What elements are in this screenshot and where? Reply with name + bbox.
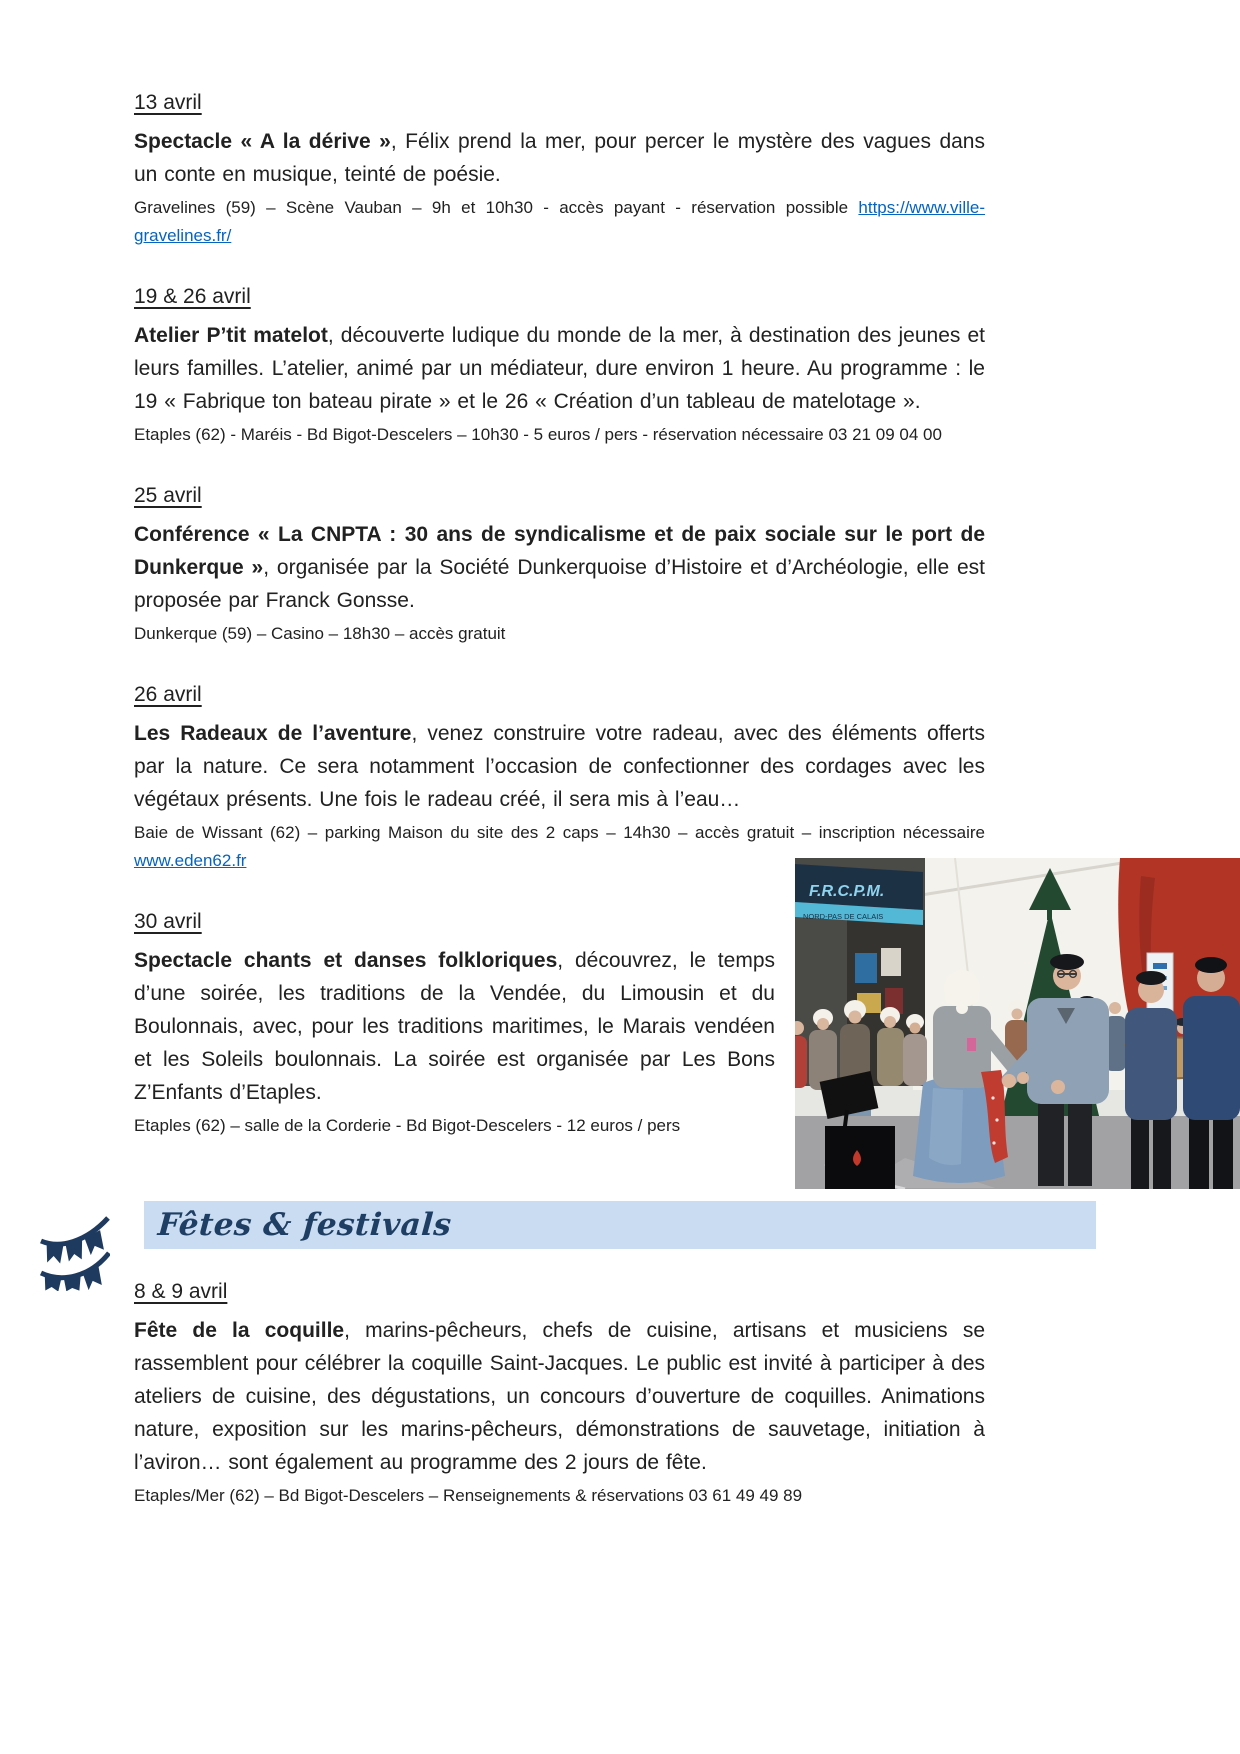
event-description bbox=[134, 1314, 985, 1479]
section-banner-row bbox=[144, 1189, 1096, 1249]
event-details: Etaples/Mer (62) – Bd Bigot-Descelers – Renseignements & réservations 03 61 49 49 89 bbox=[134, 1486, 803, 1505]
event-description bbox=[134, 518, 985, 617]
event-title: Spectacle chants et danses folkloriques bbox=[134, 949, 558, 972]
event-details-text: Baie de Wissant (62) – parking Maison du site des 2 caps – 14h30 – accès gratuit – inscription nécessaire bbox=[134, 823, 985, 842]
event-details-text: Gravelines (59) – Scène Vauban – 9h et 10h30 - accès payant - réservation possible bbox=[134, 198, 859, 217]
event-section-26-avril bbox=[134, 682, 985, 875]
event-photo bbox=[795, 858, 1240, 1189]
event-section-25-avril bbox=[134, 483, 985, 648]
section-banner bbox=[144, 1201, 1096, 1249]
event-description bbox=[134, 717, 985, 816]
event-details: Etaples (62) - Maréis - Bd Bigot-Descelers – 10h30 - 5 euros / pers - réservation nécessaire 03 21 09 04 00 bbox=[134, 425, 942, 444]
event-title: Atelier P’tit matelot bbox=[134, 324, 328, 347]
event-section-13-avril bbox=[134, 90, 985, 250]
folk-dance-photo-illustration bbox=[795, 858, 1240, 1189]
event-text: , organisée par la Société Dunkerquoise d’Histoire et d’Archéologie, elle est proposée par Franck Gonsse. bbox=[134, 556, 986, 612]
event-text: , marins-pêcheurs, chefs de cuisine, artisans et musiciens se rassemblent pour célébrer la coquille Saint-Jacques. Le public est invité à participer à des ateliers de cuisine, des dégustations, un concours d’ouverture de coquilles. Animations nature, exposition sur les marins-pêcheurs, démonstrations de sauvetage, initiation à l’aviron… sont également au programme des 2 jours de fête. bbox=[134, 1319, 985, 1474]
event-date: 25 avril bbox=[134, 484, 202, 507]
event-text: , venez construire votre radeau, avec des éléments offerts par la nature. Ce sera notamment l’occasion de confectionner des cordages avec les végétaux présents. Une fois le radeau créé, il sera mis à l’eau… bbox=[134, 722, 985, 811]
event-details: Etaples (62) – salle de la Corderie - Bd Bigot-Descelers - 12 euros / pers bbox=[134, 1116, 681, 1135]
event-details bbox=[134, 194, 985, 250]
event-section-8-9-avril bbox=[134, 1279, 985, 1510]
event-description bbox=[134, 319, 985, 418]
event-date: 30 avril bbox=[134, 910, 202, 933]
event-text: , Félix prend la mer, pour percer le mystère des vagues dans un conte en musique, teinté de poésie. bbox=[134, 130, 985, 186]
event-date: 19 & 26 avril bbox=[134, 285, 251, 308]
event-title: Fête de la coquille bbox=[134, 1319, 345, 1342]
event-text: , découvrez, le temps d’une soirée, les traditions de la Vendée, du Limousin et du Boulonnais, avec, pour les traditions maritimes, le Marais vendéen et les Soleils boulonnais. La soirée est organisée par Les Bons Z’Enfants d’Etaples. bbox=[134, 949, 775, 1104]
bunting-icon bbox=[40, 1211, 110, 1291]
event-date: 26 avril bbox=[134, 683, 202, 706]
event-details: Dunkerque (59) – Casino – 18h30 – accès gratuit bbox=[134, 624, 506, 643]
event-link[interactable]: https://www.ville-gravelines.fr/ bbox=[134, 198, 985, 245]
event-description bbox=[134, 125, 985, 191]
event-section-19-26-avril bbox=[134, 284, 985, 449]
event-title: Les Radeaux de l’aventure bbox=[134, 722, 412, 745]
event-date: 8 & 9 avril bbox=[134, 1280, 228, 1303]
event-date: 13 avril bbox=[134, 91, 202, 114]
event-text: , découverte ludique du monde de la mer, à destination des jeunes et leurs familles. L’atelier, animé par un médiateur, dure environ 1 heure. Au programme : le 19 « Fabrique ton bateau pirate » et le 26 « Création d’un tableau de matelotage ». bbox=[134, 324, 985, 413]
event-title: Conférence « La CNPTA : 30 ans de syndicalisme et de paix sociale sur le port de Dunkerque » bbox=[134, 523, 985, 579]
photo-sign-region: NORD-PAS DE CALAIS bbox=[803, 912, 884, 921]
event-title: Spectacle « A la dérive » bbox=[134, 130, 391, 153]
section-banner-title: Fêtes & festivals bbox=[156, 1207, 453, 1243]
photo-sign-frcpm: F.R.C.P.M. bbox=[809, 883, 885, 900]
event-link[interactable]: www.eden62.fr bbox=[134, 851, 247, 870]
